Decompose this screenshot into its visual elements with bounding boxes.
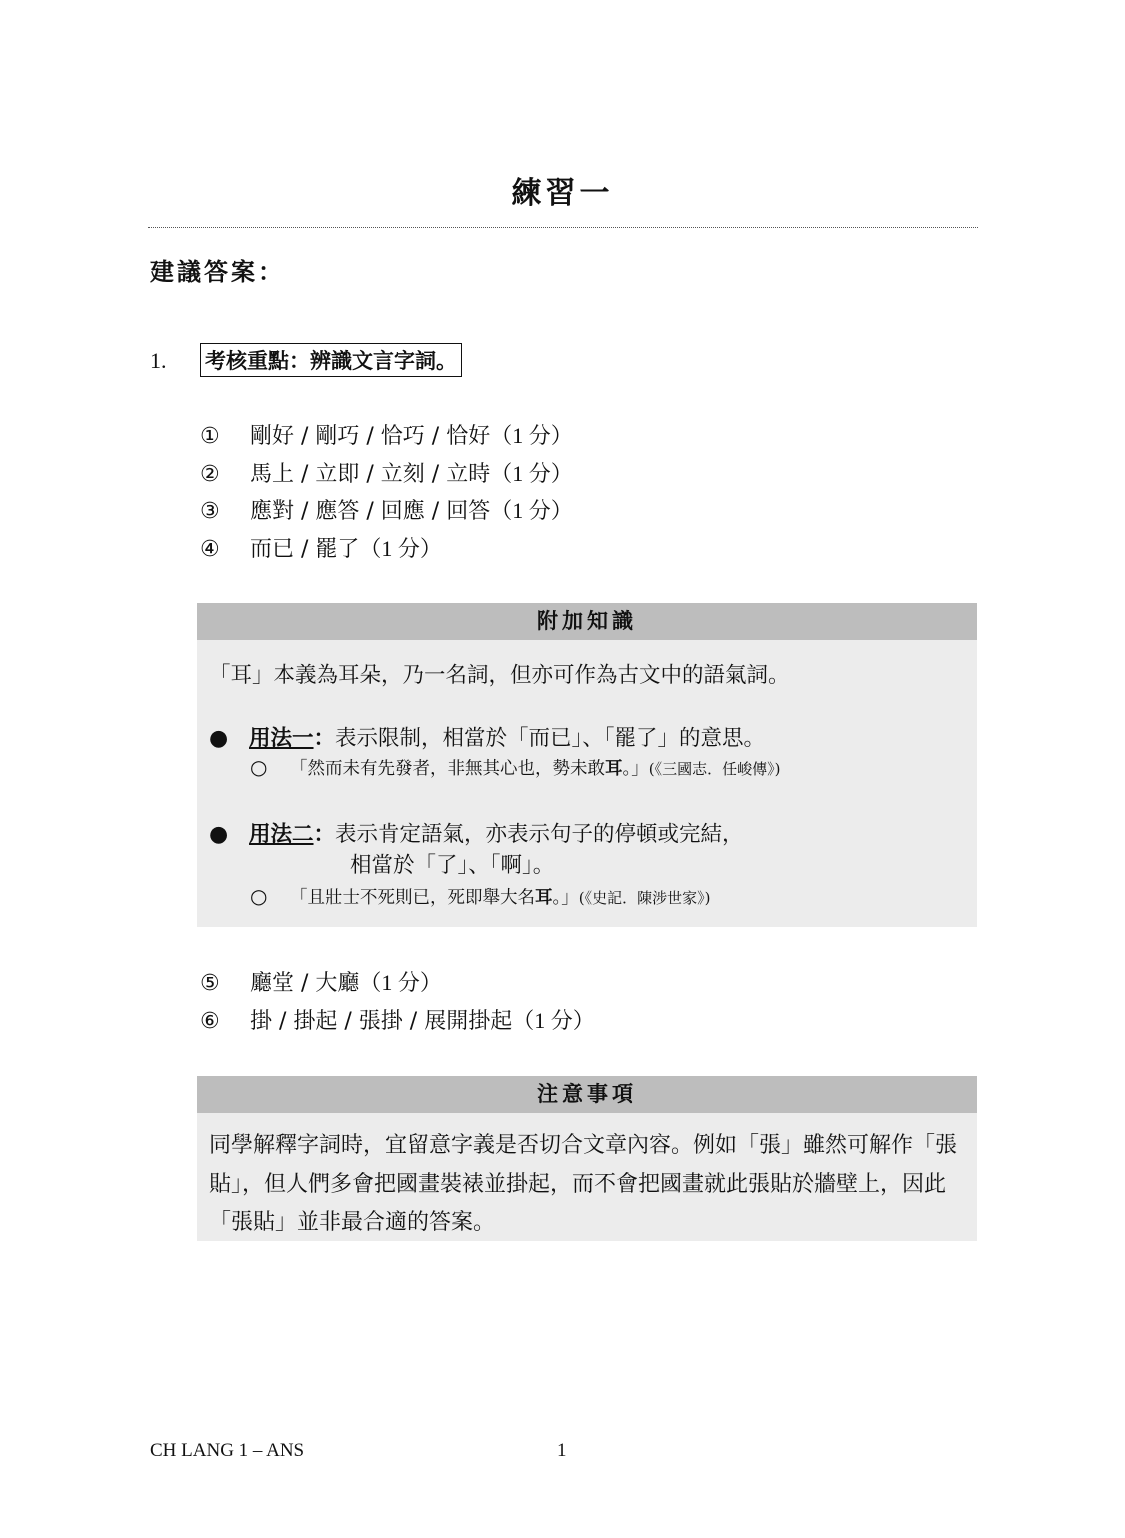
- section-subtitle: 建議答案：: [150, 257, 285, 286]
- answer-list-a: [200, 417, 573, 567]
- answer-score: （1 分）: [359, 970, 442, 995]
- answer-score: （1 分）: [490, 423, 573, 448]
- usage-desc: 表示肯定語氣，亦表示句子的停頓或完結，: [335, 822, 744, 847]
- answer-marker: ⑤: [200, 971, 220, 996]
- usage-desc: 表示限制，相當於「而已」、「罷了」的意思。: [335, 726, 766, 751]
- usage-label: 用法一: [249, 726, 314, 751]
- answer-text: 廳堂 / 大廳: [250, 971, 360, 996]
- answer-item: [200, 1002, 595, 1040]
- knowledge-intro: 「耳」本義為耳朵，乃一名詞，但亦可作為古文中的語氣詞。: [209, 663, 790, 688]
- answer-item: [200, 964, 595, 1002]
- answer-list-b: [200, 964, 595, 1039]
- answer-marker: ③: [200, 499, 220, 524]
- example-quote-end: 。」: [622, 759, 649, 779]
- answer-item: [200, 455, 573, 493]
- example-quote: 「且壯士不死則已，死即舉大名: [290, 888, 535, 908]
- answer-score: （1 分）: [490, 498, 573, 523]
- example-quote: 「然而未有先發者，非無其心也，勢未敢: [290, 759, 605, 779]
- usage-label: 用法二: [249, 822, 314, 847]
- example-source: (《史記．陳涉世家》): [578, 889, 711, 907]
- note-body: 同學解釋字詞時，宜留意字義是否切合文章內容。例如「張」雖然可解作「張貼」，但人們多會把國畫裝裱並掛起，而不會把國畫就此張貼於牆壁上，因此「張貼」並非最合適的答案。: [209, 1133, 958, 1235]
- answer-marker: ④: [200, 536, 220, 562]
- footer-page-number: 1: [557, 1440, 567, 1461]
- answer-marker: ①: [200, 424, 220, 449]
- example-keyword: 耳: [535, 888, 553, 908]
- title-divider: [148, 227, 978, 228]
- answer-score: （1 分）: [490, 460, 573, 486]
- answer-item: [200, 492, 573, 530]
- note-box-heading: 注意事項: [197, 1076, 977, 1113]
- usage-colon: ：: [313, 726, 336, 751]
- circle-icon: ○: [250, 884, 268, 908]
- assessment-focus-box: 考核重點：辨識文言字詞。: [200, 343, 462, 377]
- note-box: [197, 1076, 977, 1241]
- example-keyword: 耳: [605, 759, 623, 779]
- answer-text: 馬上 / 立即 / 立刻 / 立時: [250, 461, 491, 487]
- usage-two-desc-continued: 相當於「了」、「啊」。: [350, 853, 555, 878]
- bullet-icon: ●: [209, 822, 229, 847]
- answer-score: （1 分）: [512, 1007, 595, 1033]
- question-number: 1.: [150, 348, 167, 373]
- page-title: 練習一: [511, 176, 614, 211]
- answer-item: [200, 417, 573, 455]
- answer-score: （1 分）: [359, 535, 442, 561]
- usage-colon: ：: [313, 822, 336, 847]
- circle-icon: ○: [250, 755, 268, 779]
- answer-item: [200, 530, 573, 568]
- usage-one-example: [250, 755, 780, 780]
- answer-text: 應對 / 應答 / 回應 / 回答: [250, 499, 491, 524]
- usage-two: [209, 817, 744, 848]
- footer-course-code: CH LANG 1 – ANS: [150, 1440, 305, 1461]
- answer-marker: ⑥: [200, 1008, 220, 1034]
- knowledge-box-heading: 附加知識: [197, 603, 977, 640]
- usage-two-example: [250, 884, 710, 909]
- knowledge-box: [197, 603, 977, 927]
- example-source: (《三國志．任峻傳》): [648, 760, 781, 778]
- bullet-icon: ●: [209, 726, 229, 751]
- usage-one: [209, 721, 765, 752]
- answer-text: 掛 / 掛起 / 張掛 / 展開掛起: [250, 1008, 513, 1034]
- answer-text: 而已 / 罷了: [250, 536, 360, 562]
- answer-marker: ②: [200, 461, 220, 487]
- answer-text: 剛好 / 剛巧 / 恰巧 / 恰好: [250, 424, 491, 449]
- example-quote-end: 。」: [552, 888, 579, 908]
